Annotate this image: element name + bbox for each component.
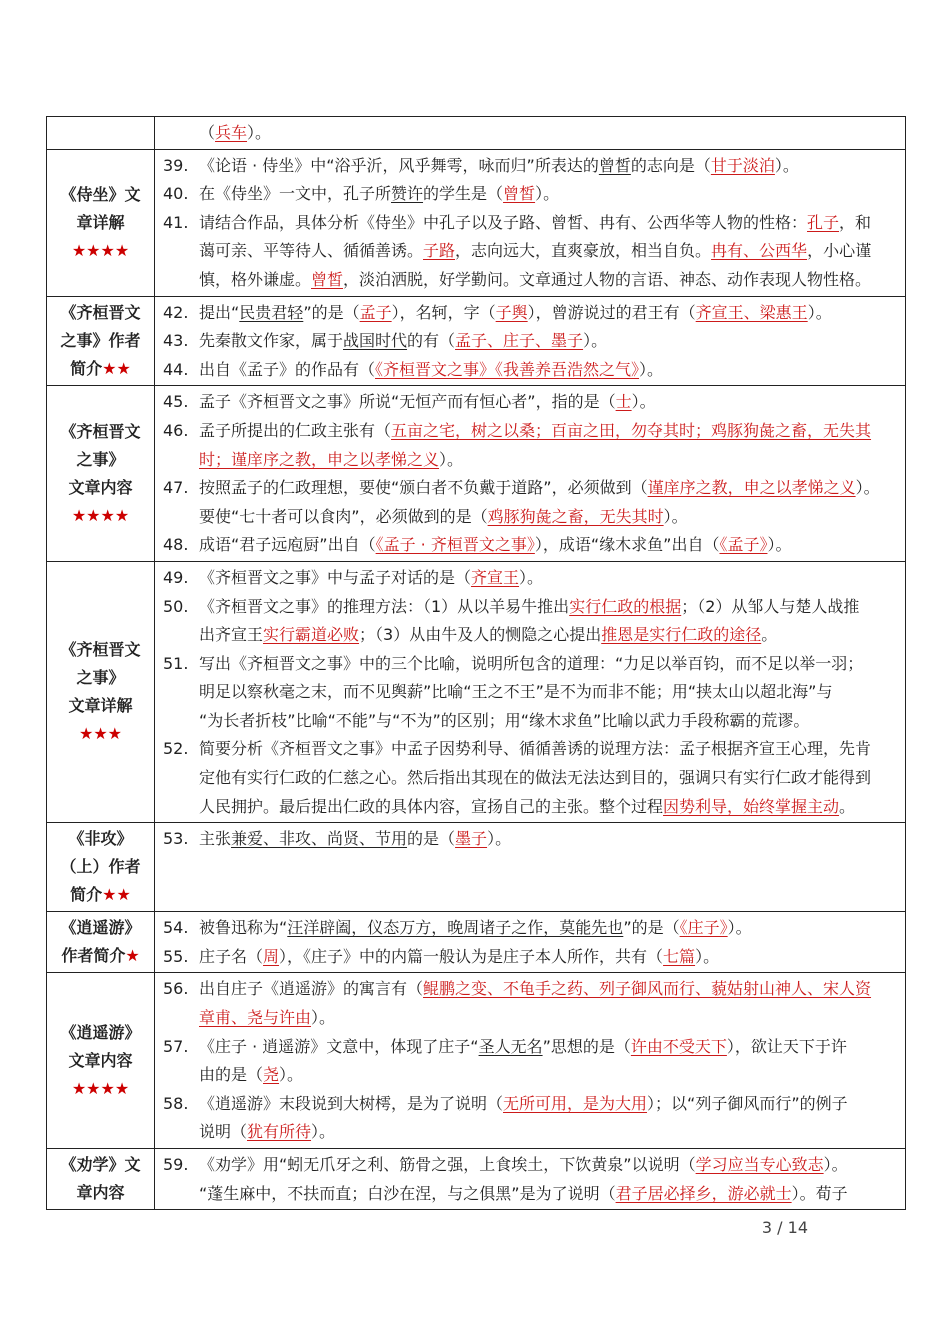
question-text: 《齐桓晋文之事》中与孟子对话的是（	[199, 567, 472, 587]
question-text: 先秦散文作家，属于	[199, 331, 344, 351]
category-label: 《侍坐》文	[60, 184, 141, 204]
question-text: 说明（	[199, 1122, 248, 1142]
answer-text: 谨庠序之教，申之以孝悌之义	[647, 478, 856, 498]
question-line	[163, 356, 897, 385]
answer-text: 犹有所待	[247, 1122, 312, 1142]
question-text: ）。	[774, 155, 799, 175]
table-row	[47, 823, 906, 912]
question-number: 51.	[163, 653, 189, 673]
question-text: ，和	[839, 212, 872, 232]
table-row	[47, 973, 906, 1149]
question-text: ）。	[583, 331, 608, 351]
question-text: 的是（	[407, 829, 456, 849]
underlined-keyword: 汪洋辟阖，仪态万方，晚周诸子之作，莫能先也	[287, 918, 624, 938]
question-number: 55.	[163, 946, 189, 966]
question-content-cell	[155, 1149, 906, 1210]
question-line	[163, 621, 897, 650]
category-label: 简介★★	[70, 885, 131, 905]
question-text: 慎，格外谦虚。	[199, 269, 312, 289]
question-number: 53.	[163, 829, 189, 849]
question-line	[163, 650, 897, 679]
question-text: 的学生是（	[423, 184, 504, 204]
table-row	[47, 1149, 906, 1210]
answer-text: 《孟子》	[719, 535, 768, 555]
underlined-keyword: 曾皙	[598, 155, 631, 175]
question-number: 44.	[163, 359, 189, 379]
question-line	[163, 446, 897, 475]
category-label: 文章详解	[68, 696, 133, 716]
table-row	[47, 149, 906, 296]
answer-text: 尧	[263, 1065, 280, 1085]
question-number: 58.	[163, 1093, 189, 1113]
question-text: “蓬生麻中，不扶而直；白沙在涅，与之俱黑”是为了说明（	[199, 1183, 616, 1203]
question-text: ）。	[807, 302, 832, 322]
question-line	[163, 388, 897, 417]
question-text: ）。	[767, 535, 792, 555]
answer-text: 无所可用，是为大用	[503, 1093, 648, 1113]
question-number: 57.	[163, 1036, 189, 1056]
category-label: 《齐桓晋文	[60, 421, 141, 441]
answer-text: 鲲鹏之变、不龟手之药、列子御风而行、藐姑射山神人、宋人资	[423, 979, 872, 999]
question-number: 46.	[163, 420, 189, 440]
answer-text: 推恩是实行仁政的途径	[601, 625, 762, 645]
question-text: ），《庄子》中的内篇一般认为是庄子本人所作，共有（	[279, 946, 664, 966]
question-text: ），欲让天下于许	[726, 1036, 847, 1056]
question-table-page	[46, 116, 906, 1210]
question-line	[163, 1180, 897, 1209]
question-text: ）。	[823, 1155, 848, 1174]
question-line	[163, 152, 897, 181]
category-cell	[47, 912, 155, 973]
category-cell	[47, 1149, 155, 1210]
answer-text: 许由不受天下	[630, 1036, 727, 1056]
question-text: ”的是（	[623, 918, 680, 938]
question-text: ），成语“缘木求鱼”出自（	[534, 535, 720, 555]
category-label: 《劝学》文	[60, 1155, 141, 1175]
answer-text: 五亩之宅，树之以桑；百亩之田，勿夺其时；鸡豚狗彘之畜，无失其	[391, 420, 872, 440]
question-line	[163, 707, 897, 736]
question-text: ）。	[631, 392, 656, 412]
question-number: 39.	[163, 155, 189, 175]
category-label: 《齐桓晋文	[60, 302, 141, 322]
question-text: ）。	[695, 946, 720, 966]
question-text: 。	[761, 625, 778, 645]
importance-stars: ★★	[102, 885, 131, 905]
category-label: 之事》作者	[60, 330, 141, 350]
category-label: 文章内容	[68, 1050, 133, 1070]
question-line	[163, 764, 897, 793]
question-number: 52.	[163, 739, 189, 759]
category-label: 之事》	[76, 668, 125, 688]
question-text: 孟子《齐桓晋文之事》所说“无恒产而有恒心者”，指的是（	[199, 392, 616, 412]
question-content-cell	[155, 823, 906, 912]
question-text: 《庄子 · 逍遥游》文意中，体现了庄子“	[199, 1036, 479, 1056]
answer-text: 君子居必择乡，游必就士	[615, 1183, 792, 1203]
importance-stars: ★★★	[78, 724, 123, 744]
question-text: （	[199, 123, 216, 142]
question-line	[163, 417, 897, 446]
question-text: 被鲁迅称为“	[199, 918, 288, 938]
question-text: ），曾游说过的君王有（	[527, 302, 696, 322]
answer-text: 七篇	[663, 946, 696, 966]
question-number: 43.	[163, 331, 189, 351]
question-line	[163, 735, 897, 764]
category-cell	[47, 149, 155, 296]
question-content-cell	[155, 386, 906, 562]
question-line	[163, 209, 897, 238]
question-number: 49.	[163, 567, 189, 587]
question-line	[163, 825, 897, 854]
question-text: ”思想的是（	[542, 1036, 631, 1056]
question-text: ）。	[311, 1008, 336, 1028]
question-text: 简要分析《齐桓晋文之事》中孟子因势利导、循循善诱的说理方法：孟子根据齐宣王心理，先肯	[199, 739, 872, 759]
category-cell	[47, 117, 155, 150]
category-cell	[47, 386, 155, 562]
answer-text: 因势利导，始终掌握主动	[663, 796, 840, 816]
question-text: ）。	[247, 123, 272, 142]
category-cell	[47, 973, 155, 1149]
question-line	[163, 180, 897, 209]
answer-text: 曾皙	[311, 269, 344, 289]
question-line	[163, 1033, 897, 1062]
question-text: ）。	[639, 359, 664, 379]
category-cell	[47, 296, 155, 386]
question-text: ）。	[311, 1122, 336, 1142]
question-text: 。	[839, 796, 856, 816]
question-line	[163, 266, 897, 295]
question-text: 请结合作品，具体分析《侍坐》中孔子以及子路、曾皙、冉有、公西华等人物的性格：	[199, 212, 808, 232]
question-text: 孟子所提出的仁政主张有（	[199, 420, 392, 440]
question-text: 《齐桓晋文之事》的推理方法：（1）从以羊易牛推出	[199, 596, 570, 616]
question-line	[163, 943, 897, 972]
question-content-cell	[155, 296, 906, 386]
table-row	[47, 912, 906, 973]
question-text: 出齐宣王	[199, 625, 264, 645]
category-label: （上）作者	[60, 857, 141, 877]
underlined-keyword: 圣人无名	[478, 1036, 543, 1056]
question-line	[163, 1004, 897, 1033]
underlined-keyword: 民贵君轻	[239, 302, 304, 322]
importance-stars: ★★	[102, 358, 131, 378]
question-text: 主张	[199, 829, 232, 849]
answer-text: 孟子、庄子、墨子	[455, 331, 584, 351]
table-row	[47, 386, 906, 562]
question-text: ”的是（	[303, 302, 360, 322]
question-number: 41.	[163, 212, 189, 232]
question-number: 42.	[163, 302, 189, 322]
category-cell	[47, 823, 155, 912]
question-text: 庄子名（	[199, 946, 264, 966]
importance-stars: ★★★★	[71, 1078, 130, 1098]
question-text: 由的是（	[199, 1065, 264, 1085]
question-line	[163, 1061, 897, 1090]
answer-text: 学习应当专心致志	[695, 1155, 824, 1174]
question-number: 50.	[163, 596, 189, 616]
table-row	[47, 117, 906, 150]
question-number: 59.	[163, 1155, 189, 1174]
question-text: ）。	[487, 829, 512, 849]
category-label: 《非攻》	[68, 829, 133, 849]
question-text: 出自庄子《逍遥游》的寓言有（	[199, 979, 424, 999]
question-text: ）；以“列子御风而行”的例子	[647, 1093, 848, 1113]
question-number: 47.	[163, 478, 189, 498]
question-table	[46, 116, 906, 1210]
answer-text: 齐宣王	[471, 567, 520, 587]
question-text: “为长者折枝”比喻“不能”与“不为”的区别；用“缘木求鱼”比喻以武力手段称霸的荒谬。	[199, 710, 810, 730]
category-cell	[47, 561, 155, 822]
question-line	[163, 793, 897, 822]
answer-text: 实行仁政的根据	[569, 596, 682, 616]
answer-text: 曾皙	[503, 184, 536, 204]
question-line	[163, 678, 897, 707]
answer-text: 齐宣王、梁惠王	[695, 302, 808, 322]
question-content-cell	[155, 149, 906, 296]
question-number: 54.	[163, 918, 189, 938]
question-text: 按照孟子的仁政理想，要使“颁白者不负戴于道路”，必须做到（	[199, 478, 648, 498]
underlined-keyword: 兼爱、非攻、尚贤、节用	[231, 829, 408, 849]
category-label: 章内容	[76, 1183, 125, 1203]
answer-text: 《庄子》	[679, 918, 728, 938]
category-label: 之事》	[76, 449, 125, 469]
question-number: 45.	[163, 392, 189, 412]
underlined-keyword: 赞许	[391, 184, 424, 204]
question-text: 的志向是（	[630, 155, 711, 175]
page-number-text: 3 / 14	[761, 1218, 808, 1237]
question-text: 蔼可亲、平等待人、循循善诱。	[199, 241, 424, 261]
question-content-cell	[155, 561, 906, 822]
question-line	[163, 237, 897, 266]
answer-text: 子路	[423, 241, 456, 261]
question-text: ，小心谨	[807, 241, 872, 261]
answer-text: 孟子	[359, 302, 392, 322]
question-text: 成语“君子远庖厨”出自（	[199, 535, 376, 555]
question-text: ；（3）从由牛及人的恻隐之心提出	[359, 625, 602, 645]
question-text: ，志向远大，直爽豪放，相当自负。	[455, 241, 712, 261]
answer-text: 士	[615, 392, 632, 412]
question-text: 提出“	[199, 302, 240, 322]
question-line	[163, 975, 897, 1004]
question-content-cell	[155, 973, 906, 1149]
importance-stars: ★	[125, 946, 140, 966]
question-text: 的有（	[407, 331, 456, 351]
page-number	[0, 1218, 950, 1237]
answer-text: 兵车	[215, 123, 248, 142]
question-text: ）。	[855, 478, 880, 498]
question-text: 《逍遥游》末段说到大树樗，是为了说明（	[199, 1093, 504, 1113]
question-text: 定他有实行仁政的仁慈之心。然后指出其现在的做法无法达到目的，强调只有实行仁政才能得到	[199, 768, 872, 788]
answer-text: 章甫、尧与许由	[199, 1008, 312, 1028]
question-text: ）。	[439, 449, 464, 469]
question-text: 人民拥护。最后提出仁政的具体内容，宣扬自己的主张。整个过程	[199, 796, 664, 816]
question-text: 出自《孟子》的作品有（	[199, 359, 376, 379]
table-row	[47, 561, 906, 822]
question-text: 《劝学》用“蚓无爪牙之利、筋骨之强，上食埃土，下饮黄泉”以说明（	[199, 1155, 696, 1174]
question-text: 要使“七十者可以食肉”，必须做到的是（	[199, 506, 488, 526]
category-label: 《齐桓晋文	[60, 640, 141, 660]
answer-text: 时；谨庠序之教，申之以孝悌之义	[199, 449, 440, 469]
answer-text: 实行霸道必败	[263, 625, 360, 645]
question-text: ）。	[727, 918, 752, 938]
question-text: 《论语 · 侍坐》中“浴乎沂，风乎舞雩，咏而归”所表达的	[199, 155, 599, 175]
question-content-cell	[155, 912, 906, 973]
question-text: ）。	[535, 184, 560, 204]
question-text: ，淡泊洒脱，好学勤问。文章通过人物的言语、神态、动作表现人物性格。	[343, 269, 872, 289]
question-line	[163, 1151, 897, 1180]
question-line	[163, 1118, 897, 1147]
question-text: ）。	[663, 506, 688, 526]
category-label: 《逍遥游》	[60, 1022, 141, 1042]
importance-stars: ★★★★	[71, 505, 130, 525]
question-content-cell	[155, 117, 906, 150]
answer-text: 《孟子 · 齐桓晋文之事》	[375, 535, 535, 555]
question-line	[163, 474, 897, 503]
question-line	[163, 1090, 897, 1119]
category-label: 章详解	[76, 212, 125, 232]
answer-text: 鸡豚狗彘之畜，无失其时	[487, 506, 664, 526]
answer-text: 甘于淡泊	[710, 155, 775, 175]
answer-text: 孔子	[807, 212, 840, 232]
category-label: 作者简介★	[61, 946, 140, 966]
category-label: 文章内容	[68, 477, 133, 497]
question-text: 写出《齐桓晋文之事》中的三个比喻，说明所包含的道理：“力足以举百钧，而不足以举一羽；	[199, 653, 864, 673]
question-text: ）。	[279, 1065, 304, 1085]
question-number: 48.	[163, 535, 189, 555]
question-line	[163, 914, 897, 943]
question-line	[163, 119, 897, 148]
question-text: ），名轲，字（	[391, 302, 496, 322]
answer-text: 冉有、公西华	[711, 241, 808, 261]
question-text: ；（2）从邹人与楚人战推	[681, 596, 860, 616]
question-text: 在《侍坐》一文中，孔子所	[199, 184, 392, 204]
question-number: 56.	[163, 979, 189, 999]
question-text: ）。荀子	[791, 1183, 848, 1203]
answer-text: 《齐桓晋文之事》《我善养吾浩然之气》	[375, 359, 640, 379]
question-line	[163, 503, 897, 532]
question-line	[163, 564, 897, 593]
question-number: 40.	[163, 184, 189, 204]
category-label: 《逍遥游》	[60, 918, 141, 938]
question-line	[163, 531, 897, 560]
table-row	[47, 296, 906, 386]
question-line	[163, 299, 897, 328]
answer-text: 墨子	[455, 829, 488, 849]
question-text: ）。	[519, 567, 544, 587]
question-line	[163, 327, 897, 356]
underlined-keyword: 战国时代	[343, 331, 408, 351]
answer-text: 周	[263, 946, 280, 966]
question-text: 明足以察秋毫之末，而不见舆薪”比喻“王之不王”是不为而非不能；用“挟太山以超北海”与	[199, 682, 833, 702]
category-label: 简介★★	[70, 358, 131, 378]
question-line	[163, 593, 897, 622]
answer-text: 子舆	[495, 302, 528, 322]
importance-stars: ★★★★	[71, 240, 130, 260]
